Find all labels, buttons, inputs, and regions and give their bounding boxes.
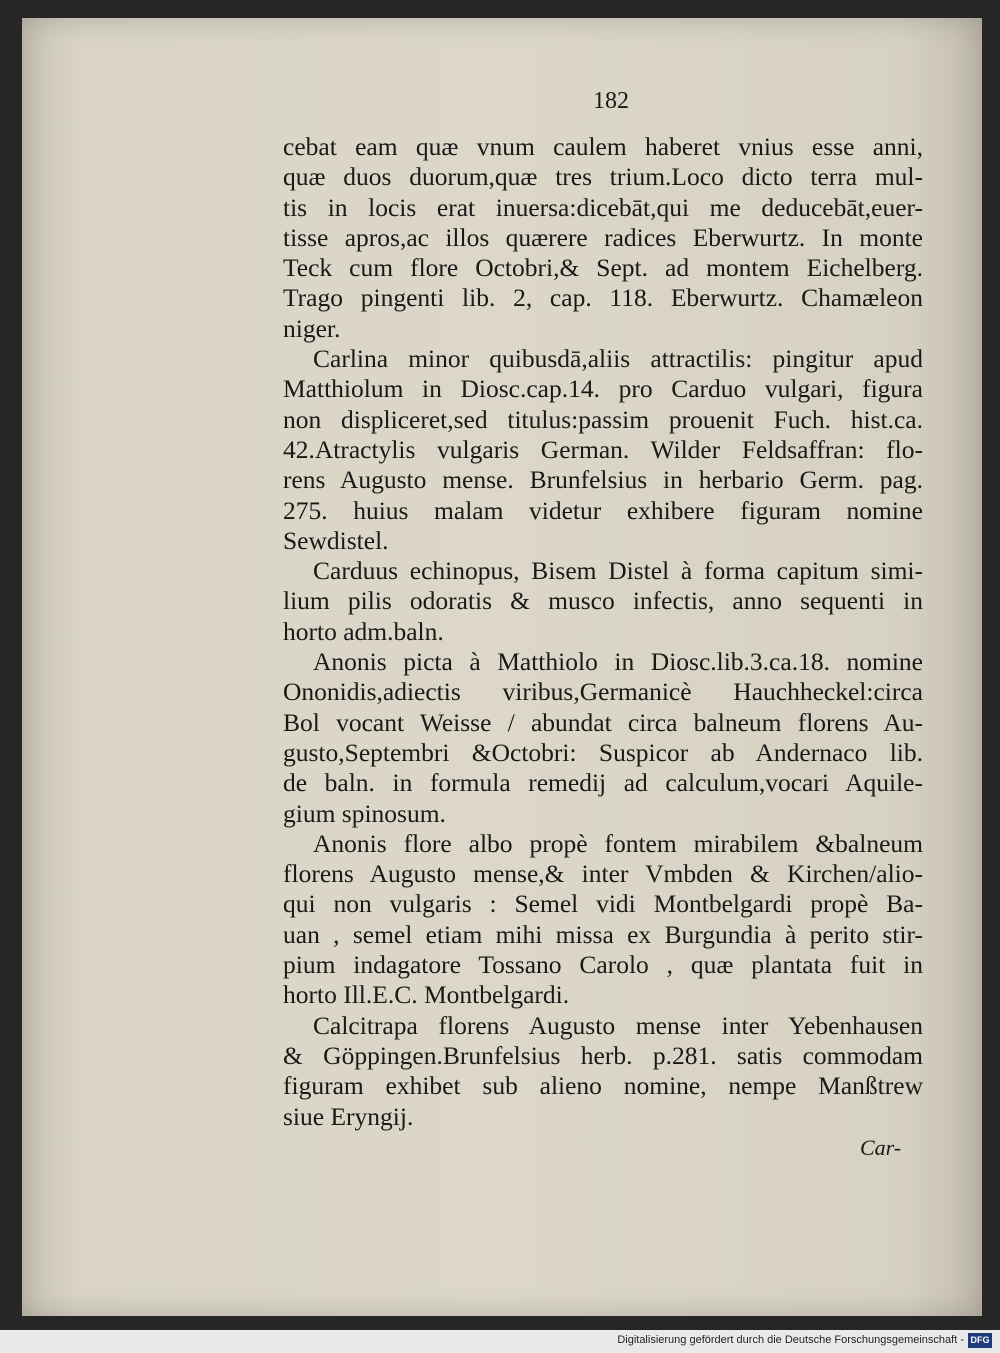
text-line: quæ duos duorum,quæ tres trium.Loco dicto terra mul- (283, 162, 923, 192)
text-line: Trago pingenti lib. 2, cap. 118. Eberwurtz. Chamæleon (283, 283, 923, 313)
text-line: tisse apros,ac illos quærere radices Eberwurtz. In monte (283, 222, 923, 252)
text-line: gium spinosum. (283, 798, 446, 828)
text-line: Carlina minor quibusdā,aliis attractilis: pingitur apud (313, 344, 923, 374)
text-line: Sewdistel. (283, 525, 389, 555)
text-line: Anonis flore albo propè fontem mirabilem &balneum (313, 828, 923, 858)
text-line: non displiceret,sed titulus:passim prouenit Fuch. hist.ca. (283, 404, 923, 434)
text-line: horto adm.baln. (283, 616, 444, 646)
text-line: pium indagatore Tossano Carolo , quæ plantata fuit in (283, 950, 923, 980)
text-line: Ononidis,adiectis viribus,Germanicè Hauchheckel:circa (283, 677, 923, 707)
text-line: Bol vocant Weisse / abundat circa balneum florens Au- (283, 707, 923, 737)
text-line: figuram exhibet sub alieno nomine, nempe Manßtrew (283, 1071, 923, 1101)
text-line: rens Augusto mense. Brunfelsius in herbario Germ. pag. (283, 465, 923, 495)
text-line: 275. huius malam videtur exhibere figuram nomine (283, 495, 923, 525)
body-text (283, 132, 923, 1132)
text-line: Anonis picta à Matthiolo in Diosc.lib.3.ca.18. nomine (313, 647, 923, 677)
text-line: & Göppingen.Brunfelsius herb. p.281. satis commodam (283, 1040, 923, 1070)
text-line: Carduus echinopus, Bisem Distel à forma capitum simi- (313, 556, 923, 586)
text-line: cebat eam quæ vnum caulem haberet vnius esse anni, (283, 132, 923, 161)
catchword: Car- (860, 1135, 902, 1160)
digitization-credit: Digitalisierung gefördert durch die Deutsche Forschungsgemeinschaft - (617, 1334, 964, 1346)
dfg-logo-icon[interactable]: DFG (968, 1333, 992, 1348)
text-line: qui non vulgaris : Semel vidi Montbelgardi propè Ba- (283, 889, 923, 919)
text-line: de baln. in formula remedij ad calculum,vocari Aquile- (283, 768, 923, 798)
text-line: horto Ill.E.C. Montbelgardi. (283, 980, 570, 1010)
text-line: florens Augusto mense,& inter Vmbden & Kirchen/alio- (283, 859, 923, 889)
text-line: tis in locis erat inuersa:dicebāt,qui me deducebāt,euer- (283, 192, 923, 222)
text-line: lium pilis odoratis & musco infectis, anno sequenti in (283, 586, 923, 616)
page-number: 182 (593, 88, 629, 114)
text-line: uan , semel etiam mihi missa ex Burgundia à perito stir- (283, 919, 923, 949)
text-line: niger. (283, 313, 341, 343)
text-line: Matthiolum in Diosc.cap.14. pro Carduo vulgari, figura (283, 374, 923, 404)
text-line: Teck cum flore Octobri,& Sept. ad montem Eichelberg. (283, 253, 923, 283)
text-line: gusto,Septembri &Octobri: Suspicor ab Andernaco lib. (283, 737, 923, 767)
text-line: siue Eryngij. (283, 1101, 414, 1131)
text-line: 42.Atractylis vulgaris German. Wilder Feldsaffran: flo- (283, 434, 923, 464)
text-line: Calcitrapa florens Augusto mense inter Yebenhausen (313, 1010, 923, 1040)
